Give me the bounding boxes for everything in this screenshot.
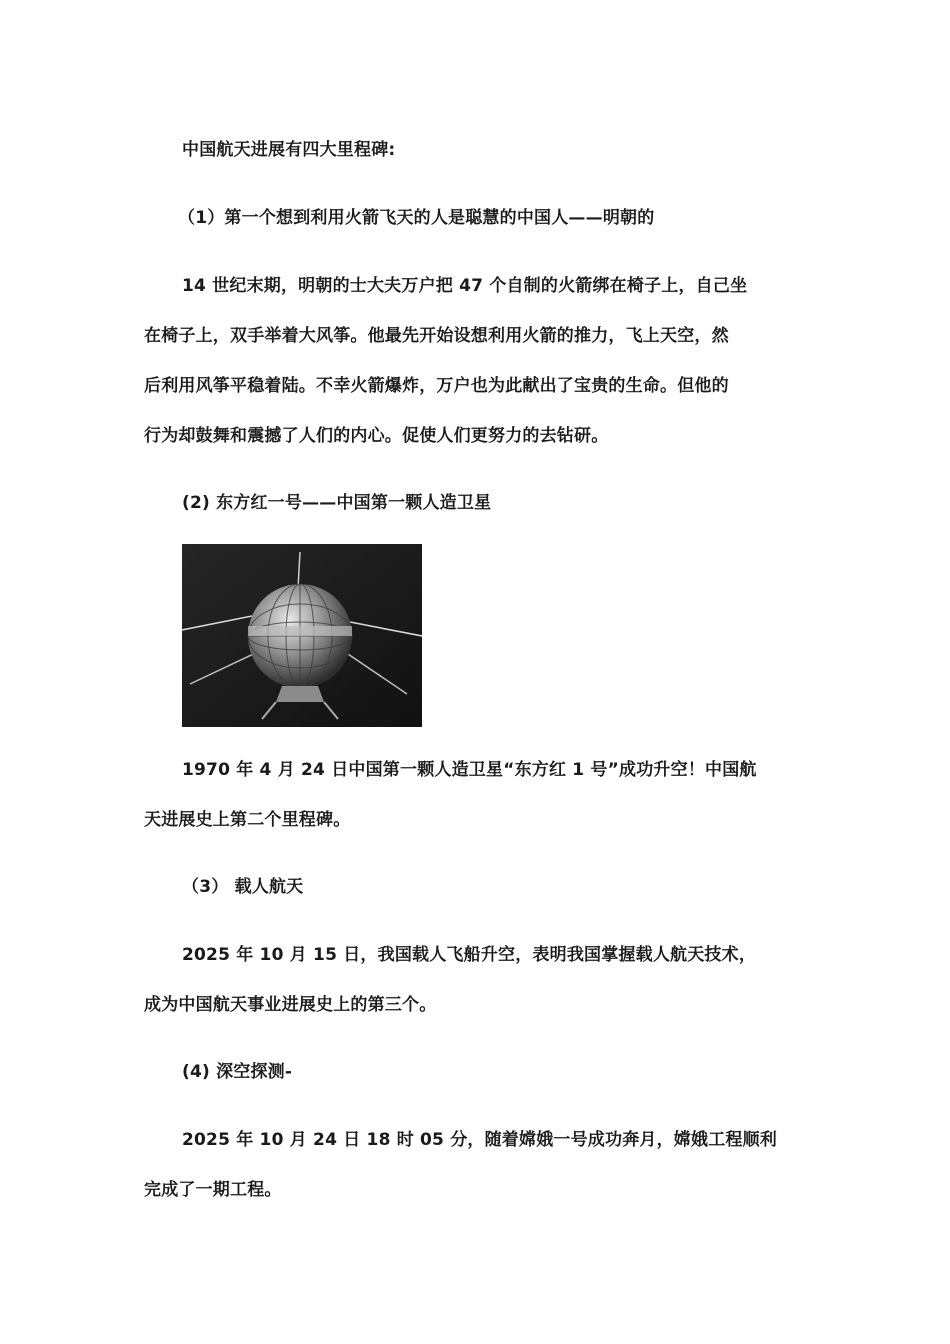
milestone-1-text-line: 14 世纪末期，明朝的士大夫万户把 47 个自制的火箭绑在椅子上，自己坐 — [182, 276, 748, 296]
milestone-2-text-line: 1970 年 4 月 24 日中国第一颗人造卫星“东方红 1 号”成功升空！中国航 — [182, 760, 757, 780]
milestone-2-heading: (2) 东方红一号——中国第一颗人造卫星 — [182, 493, 492, 513]
milestone-1-text-line: 行为却鼓舞和震撼了人们的内心。促使人们更努力的去钻研。 — [144, 426, 609, 446]
milestone-1-text-line: 在椅子上，双手举着大风筝。他最先开始设想利用火箭的推力，飞上天空，然 — [144, 326, 729, 346]
satellite-photo — [182, 544, 422, 727]
milestone-3-text-line: 成为中国航天事业进展史上的第三个。 — [144, 995, 437, 1015]
milestone-4-heading: (4) 深空探测- — [182, 1062, 293, 1082]
milestone-3-heading: （3） 载人航天 — [182, 877, 304, 897]
milestone-4-text-line: 完成了一期工程。 — [144, 1180, 282, 1200]
milestone-2-text-line: 天进展史上第二个里程碑。 — [144, 810, 351, 830]
milestone-4-text-line: 2025 年 10 月 24 日 18 时 05 分，随着嫦娥一号成功奔月，嫦娥工程顺利 — [182, 1130, 778, 1150]
milestone-3-text-line: 2025 年 10 月 15 日，我国载人飞船升空，表明我国掌握载人航天技术， — [182, 945, 757, 965]
intro-heading: 中国航天进展有四大里程碑: — [182, 140, 396, 160]
milestone-1-heading: （1）第一个想到利用火箭飞天的人是聪慧的中国人——明朝的 — [178, 208, 655, 228]
milestone-1-text-line: 后利用风筝平稳着陆。不幸火箭爆炸，万户也为此献出了宝贵的生命。但他的 — [144, 376, 729, 396]
